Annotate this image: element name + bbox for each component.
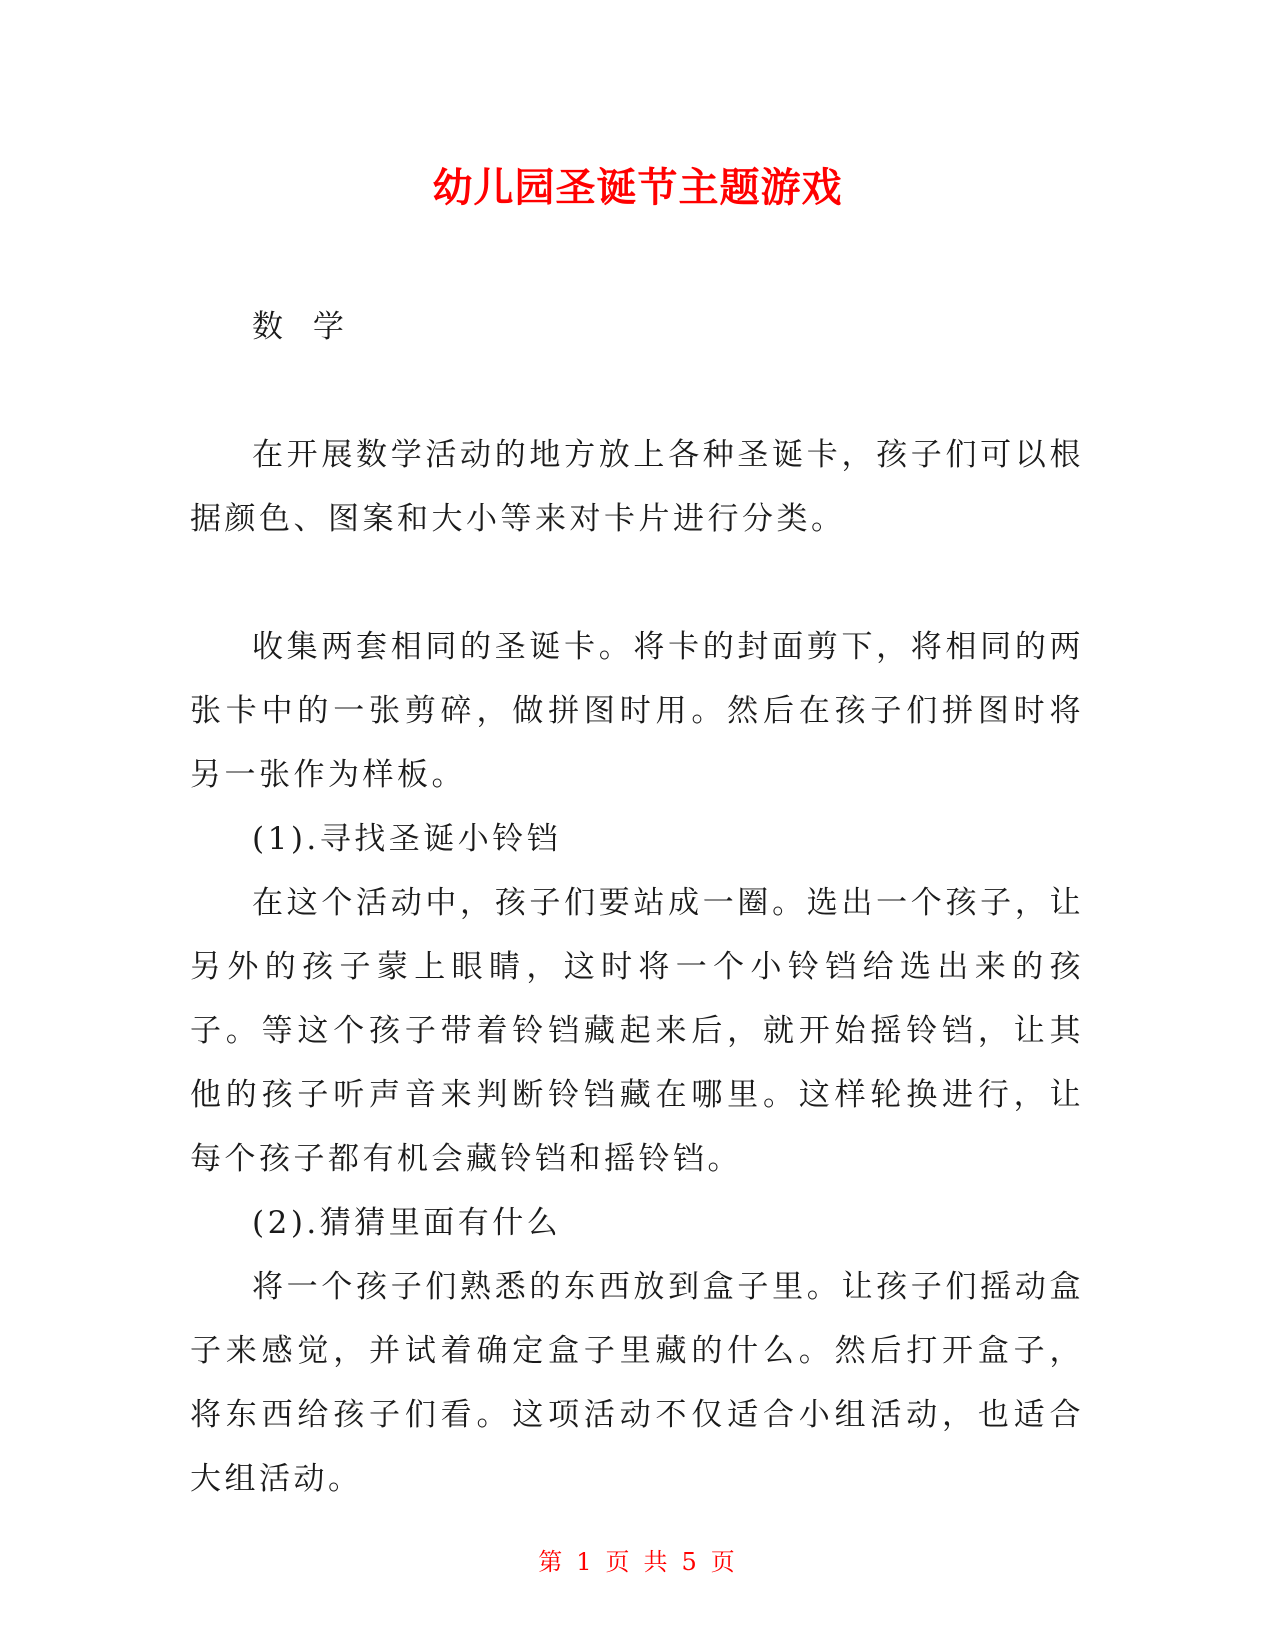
paragraph: 收集两套相同的圣诞卡。将卡的封面剪下，将相同的两张卡中的一张剪碎，做拼图时用。然后在孩子们拼图时将另一张作为样板。 [190,629,1084,793]
footer-page-end-label: 页 [710,1548,737,1576]
footer-total-label: 共 [643,1548,670,1576]
document-title: 幼儿园圣诞节主题游戏 [432,165,843,211]
subheading-1: (1).寻找圣诞小铃铛 [252,821,562,857]
document-body [190,295,1084,1511]
footer-page-label: 页 [605,1548,632,1576]
footer-total-pages: 5 [681,1548,699,1576]
footer-current-page: 1 [576,1548,594,1576]
paragraph: 将一个孩子们熟悉的东西放到盒子里。让孩子们摇动盒子来感觉，并试着确定盒子里藏的什么。然后打开盒子，将东西给孩子们看。这项活动不仅适合小组活动，也适合大组活动。 [190,1269,1084,1497]
paragraph-gap [190,359,1084,423]
paragraph: 在这个活动中，孩子们要站成一圈。选出一个孩子，让另外的孩子蒙上眼睛，这时将一个小铃铛给选出来的孩子。等这个孩子带着铃铛藏起来后，就开始摇铃铛，让其他的孩子听声音来判断铃铛藏在哪里。这样轮换进行，让每个孩子都有机会藏铃铛和摇铃铛。 [190,885,1084,1177]
section-heading: 数 学 [252,309,354,345]
footer-prefix: 第 [538,1548,565,1576]
subheading-2: (2).猜猜里面有什么 [252,1205,562,1241]
paragraph: 在开展数学活动的地方放上各种圣诞卡，孩子们可以根据颜色、图案和大小等来对卡片进行分类。 [190,437,1084,537]
paragraph-gap [190,551,1084,615]
page-footer [0,1542,1275,1577]
